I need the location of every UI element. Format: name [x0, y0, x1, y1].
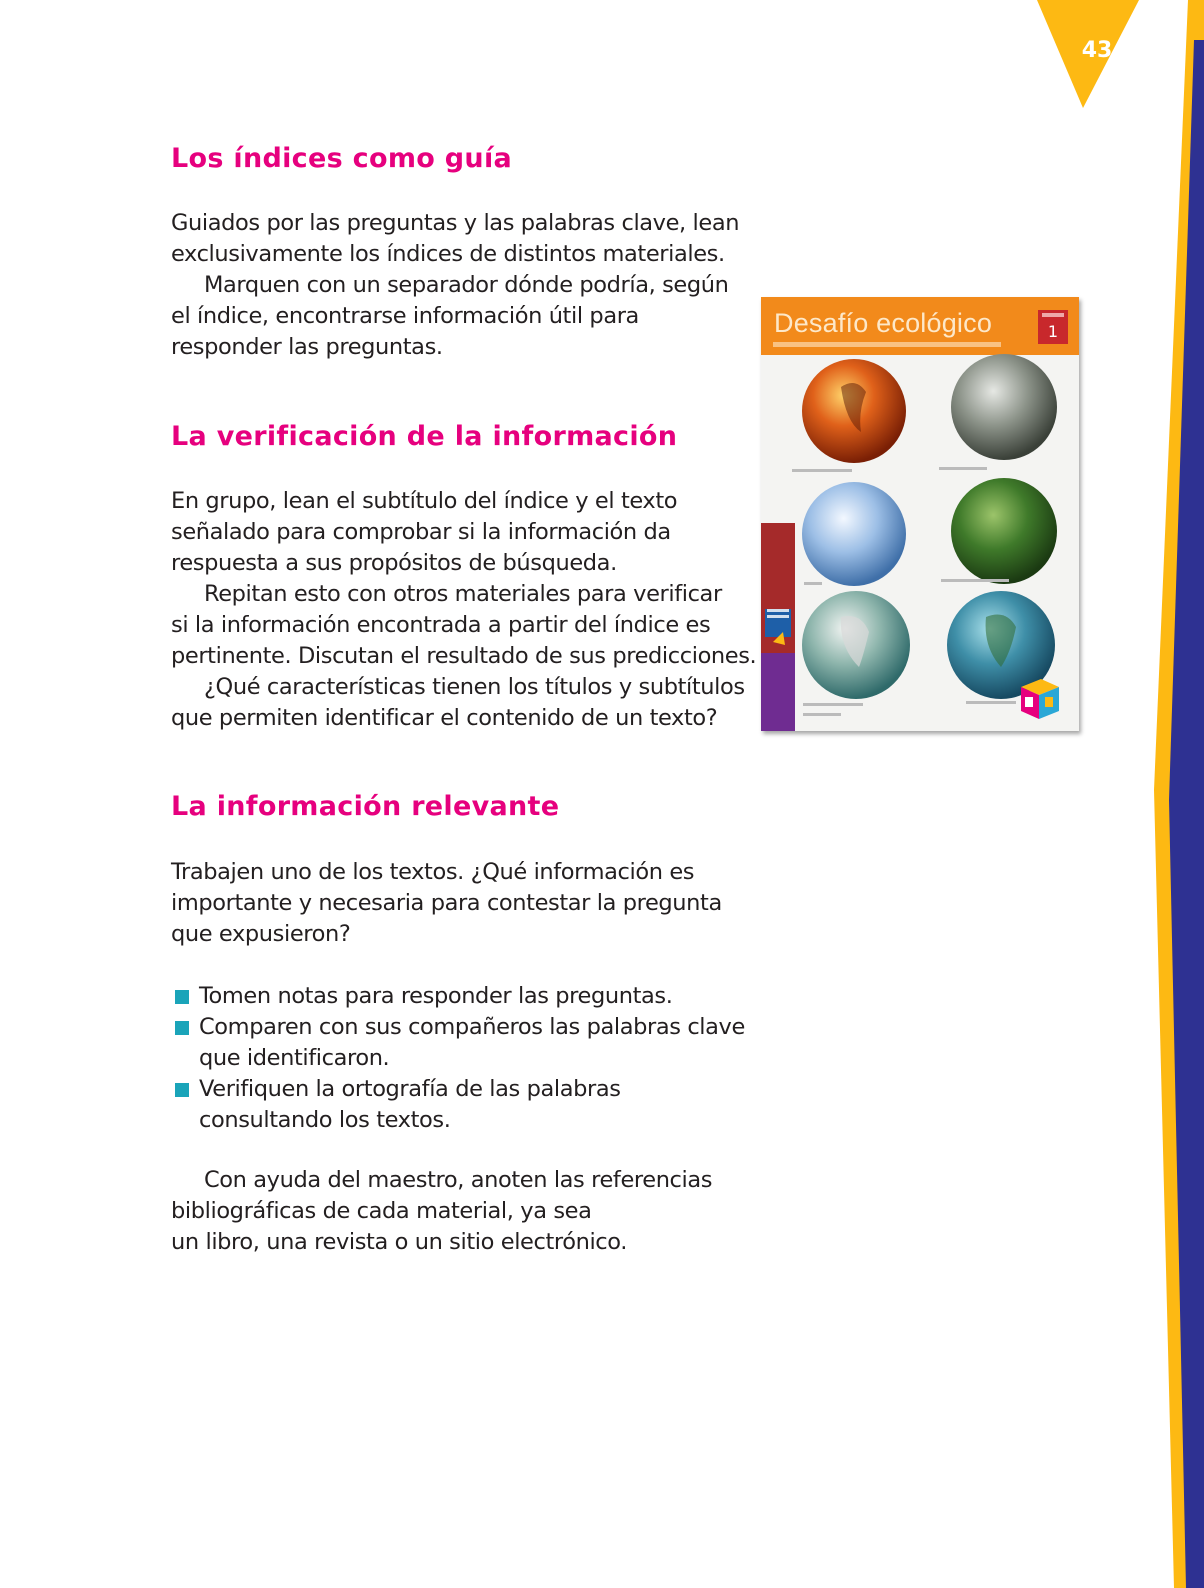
text-line: consultando los textos.	[199, 1107, 451, 1133]
text-line: Tomen notas para responder las preguntas.	[199, 983, 673, 1009]
section-heading-verificacion: La verificación de la información	[171, 421, 678, 452]
text-line: Guiados por las preguntas y las palabras clave, lean	[171, 210, 740, 236]
cover-title: Desafío ecológico	[774, 308, 993, 338]
square-bullet-icon	[175, 1083, 189, 1097]
text-line: Con ayuda del maestro, anoten las referencias	[204, 1167, 713, 1193]
list-item	[171, 1074, 745, 1136]
text-line: responder las preguntas.	[171, 334, 443, 360]
rock-globe-icon	[951, 354, 1057, 460]
square-bullet-icon	[175, 1021, 189, 1035]
text-line: respuesta a sus propósitos de búsqueda.	[171, 550, 617, 576]
text-line: que permiten identificar el contenido de un texto?	[171, 705, 718, 731]
list-item	[171, 981, 745, 1012]
text-line: Comparen con sus compañeros las palabras clave	[199, 1014, 745, 1040]
page-number: 43	[1081, 38, 1113, 63]
section-heading-indices: Los índices como guía	[171, 143, 513, 174]
section-heading-relevante: La información relevante	[171, 791, 560, 822]
text-line: Verifiquen la ortografía de las palabras	[199, 1076, 621, 1102]
paragraph	[171, 208, 739, 363]
text-line: Trabajen uno de los textos. ¿Qué información es	[171, 859, 695, 885]
forest-globe-icon	[951, 478, 1057, 584]
text-line: Repitan esto con otros materiales para verificar	[204, 581, 722, 607]
closing-paragraph	[171, 1165, 712, 1258]
cube-logo-icon	[1017, 675, 1063, 721]
bullet-list	[171, 981, 745, 1136]
text-line: el índice, encontrarse información útil para	[171, 303, 639, 329]
text-line: bibliográficas de cada material, ya sea	[171, 1198, 592, 1224]
water-globe-icon	[802, 482, 906, 586]
text-line: señalado para comprobar si la información da	[171, 519, 671, 545]
text-line: pertinente. Discutan el resultado de sus predicciones.	[171, 643, 757, 669]
text-line: si la información encontrada a partir del índice es	[171, 612, 711, 638]
text-line: que expusieron?	[171, 921, 351, 947]
text-line: En grupo, lean el subtítulo del índice y el texto	[171, 488, 678, 514]
page-edge-decoration	[1114, 0, 1204, 1588]
text-line: ¿Qué características tienen los títulos y subtítulos	[204, 674, 745, 700]
text-line: un libro, una revista o un sitio electrónico.	[171, 1229, 628, 1255]
paragraph	[171, 857, 722, 950]
text-line: exclusivamente los índices de distintos materiales.	[171, 241, 725, 267]
text-line: Marquen con un separador dónde podría, según	[204, 272, 729, 298]
volume-number: 1	[1047, 322, 1059, 341]
paragraph	[171, 486, 756, 734]
globes-illustration	[761, 297, 1079, 731]
book-cover-image	[761, 297, 1079, 731]
text-line: que identificaron.	[199, 1045, 390, 1071]
list-item	[171, 1012, 745, 1074]
text-line: importante y necesaria para contestar la pregunta	[171, 890, 722, 916]
square-bullet-icon	[175, 990, 189, 1004]
